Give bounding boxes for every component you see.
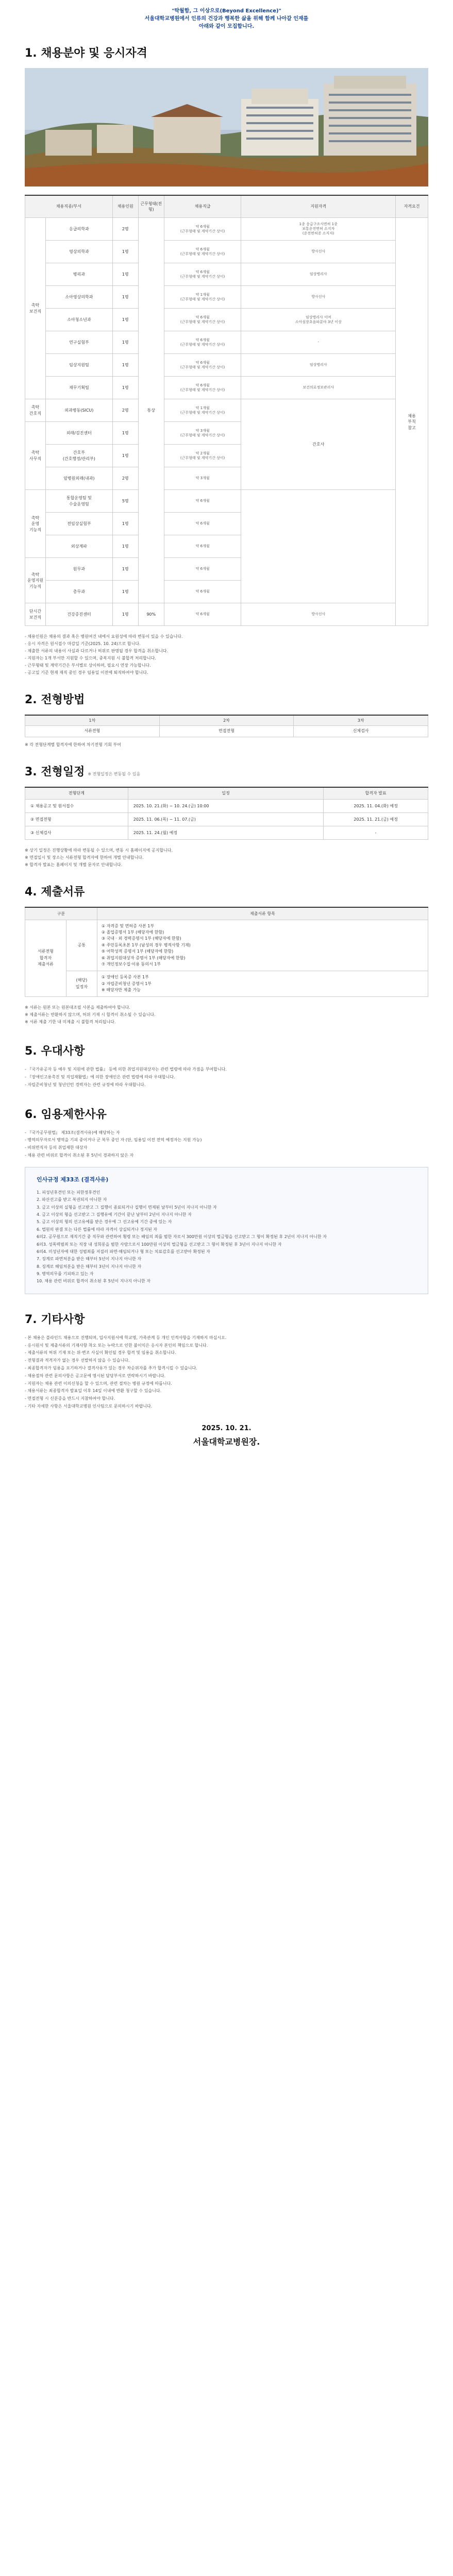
recruit-grade: 약 3개월 [164, 467, 241, 490]
schedule-stage: ① 채용공고 및 원서접수 [25, 800, 128, 813]
schedule-result: 2025. 11. 04.(화) 예정 [324, 800, 428, 813]
docs-header [25, 907, 428, 920]
footer [25, 1424, 428, 1448]
recruit-dept: 원무과 [45, 558, 112, 581]
recruit-row [25, 263, 428, 286]
recruit-grade: 약 6개월 [164, 581, 241, 603]
docs-notes [25, 1004, 428, 1026]
list-item: 4. 금고 이상의 형을 선고받고 그 집행유예 기간이 끝난 날부터 2년이 지나지 아니한 자 [37, 1212, 192, 1217]
recruit-grade: 약 3개월 (근무형태 및 계약기간 상이) [164, 422, 241, 445]
schedule-h2: 일정 [128, 787, 323, 800]
recruit-grade: 약 1개월 (근무형태 및 계약기간 상이) [164, 286, 241, 309]
recruit-qual: 임상병리사 [241, 354, 396, 377]
recruit-dept: 병리과 [45, 263, 112, 286]
stage-h3: 3차 [294, 715, 428, 725]
th-worktype: 근무형태(전형) [138, 195, 164, 218]
recruit-grade: 약 6개월 [164, 558, 241, 581]
recruit-qual: 보건의료정보관리사 [241, 377, 396, 399]
section-title-5: 5. 우대사항 [25, 1045, 85, 1058]
list-item: 6. 법원의 판결 또는 다른 법률에 따라 자격이 상실되거나 정지된 자 [37, 1227, 157, 1232]
recruit-dept: 통합운영팀 및 수술운영팀 [45, 490, 112, 513]
etc-list [25, 1334, 428, 1411]
intro-line-3: 아래와 같이 모집합니다. [198, 24, 255, 29]
stage-header [25, 715, 428, 725]
note-item: ※ 제출서류는 반환하지 않으며, 허위 기재 시 합격이 취소될 수 있습니다. [25, 1012, 156, 1018]
recruit-grade: 약 6개월 (근무형태 및 계약기간 상이) [164, 331, 241, 354]
recruit-table-body [25, 218, 428, 626]
recruit-table-header [25, 195, 428, 218]
note-item: - 공고일 기준 현재 재직 중인 경우 임용일 이전에 퇴직하여야 합니다. [25, 670, 148, 675]
recruit-grade: 약 6개월 [164, 490, 241, 513]
recruit-dept: 암병원외래(내과) [45, 467, 112, 490]
recruit-grade: 약 6개월 (근무형태 및 계약기간 상이) [164, 309, 241, 331]
list-item: 6의4. 미성년자에 대한 성범죄를 저질러 파면·해임되거나 형 또는 치료감호를 선고받아 확정된 자 [37, 1249, 210, 1254]
recruit-count: 1명 [112, 286, 138, 309]
stage-h1: 1차 [25, 715, 160, 725]
recruit-group: 촉탁 사무직 [25, 422, 46, 490]
recruit-count: 1명 [112, 263, 138, 286]
list-item: - 기타 자세한 사항은 서울대학교병원 인사팀으로 문의하시기 바랍니다. [25, 1403, 153, 1409]
list-item: - 면접전형 시 신분증을 반드시 지참하여야 합니다. [25, 1396, 115, 1401]
recruit-group: 촉탁 보건직 [25, 218, 46, 399]
recruit-row [25, 399, 428, 422]
recruit-count: 1명 [112, 513, 138, 535]
recruit-grade: 약 2개월 (근무형태 및 계약기간 상이) [164, 445, 241, 467]
docs-table [25, 907, 428, 997]
restrict-list [25, 1129, 428, 1160]
restrict-box-title: 인사규정 제33조 (결격사유) [37, 1176, 109, 1183]
stage-2: 면접전형 [159, 725, 294, 737]
recruit-group: 촉탁 운영 기능직 [25, 490, 46, 558]
list-item: - 지원자는 채용 관련 이의신청을 할 수 있으며, 관련 절차는 병원 규정에 따릅니다. [25, 1381, 172, 1386]
recruit-notes [25, 633, 428, 676]
recruit-count: 1명 [112, 377, 138, 399]
recruit-qual: 방사선사 [241, 286, 396, 309]
stage-table [25, 715, 428, 737]
recruit-count: 1명 [112, 241, 138, 263]
schedule-header [25, 787, 428, 800]
intro [25, 0, 428, 38]
recruit-row [25, 377, 428, 399]
recruit-dept: 재무기획팀 [45, 377, 112, 399]
schedule-stage: ③ 신체검사 [25, 826, 128, 840]
recruit-dept: 응급의학과 [45, 218, 112, 241]
recruit-grade: 약 6개월 (근무형태 및 계약기간 상이) [164, 263, 241, 286]
recruit-count: 1명 [112, 309, 138, 331]
recruit-count: 1명 [112, 422, 138, 445]
recruit-qual: - [241, 331, 396, 354]
intro-line-2: 서울대학교병원에서 인류의 건강과 행복한 삶을 위해 함께 나아갈 인재를 [144, 16, 309, 22]
hospital-photo-illustration [25, 68, 428, 187]
recruit-row [25, 603, 428, 626]
list-item: - 응시원서 및 제출서류의 기재사항 착오 또는 누락으로 인한 불이익은 응시자 본인의 책임으로 합니다. [25, 1343, 208, 1348]
list-item: 5. 금고 이상의 형의 선고유예를 받은 경우에 그 선고유예 기간 중에 있는 자 [37, 1219, 172, 1225]
note-item: ※ 합격자 발표는 홈페이지 및 개별 문자로 안내합니다. [25, 862, 123, 868]
section-title-2: 2. 전형방법 [25, 693, 85, 707]
recruit-count: 1명 [112, 445, 138, 467]
list-item: - 『장애인고용촉진 및 직업재활법』에 의한 장애인은 관련 법령에 따라 우대합니다. [25, 1075, 175, 1080]
recruit-dept: 외상계파 [45, 535, 112, 558]
recruit-count: 2명 [112, 218, 138, 241]
recruit-grade: 약 6개월 [164, 535, 241, 558]
recruit-row [25, 241, 428, 263]
note-item: - 제출한 서류의 내용이 사실과 다르거나 허위로 판명될 경우 합격을 취소합니다. [25, 649, 169, 654]
recruit-row [25, 309, 428, 331]
footer-date: 2025. 10. 21. [202, 1424, 251, 1432]
recruit-count: 1명 [112, 354, 138, 377]
schedule-result: - [324, 826, 428, 840]
list-item: - 『국가공무원법』 제33조(결격사유)에 해당하는 자 [25, 1130, 120, 1135]
schedule-result: 2025. 11. 21.(금) 예정 [324, 813, 428, 826]
recruit-count: 1명 [112, 558, 138, 581]
recruit-row [25, 286, 428, 309]
list-item: - 전형결과 적격자가 없는 경우 선발하지 않을 수 있습니다. [25, 1358, 130, 1363]
schedule-date: 2025. 10. 21.(화) ~ 10. 24.(금) 10:00 [128, 800, 323, 813]
section-title-7: 7. 기타사항 [25, 1313, 85, 1326]
footer-org: 서울대학교병원장. [193, 1436, 260, 1447]
docs-h2: 제출서류 항목 [97, 907, 428, 920]
section-title-3-note: ※ 전형일정은 변동될 수 있음 [88, 771, 141, 776]
recruit-row [25, 218, 428, 241]
recruit-qual: 간호사 [241, 399, 396, 490]
recruit-worktype: 90% [138, 603, 164, 626]
docs-row [25, 920, 428, 971]
docs-type: (해당) 일정자 [66, 971, 97, 997]
th-req: 자격요건 [396, 195, 428, 218]
recruit-group: 촉탁 간호직 [25, 399, 46, 422]
recruit-row [25, 490, 428, 513]
note-item: ※ 서류 제출 기한 내 미제출 시 불합격 처리됩니다. [25, 1020, 116, 1025]
note-item: ※ 서류는 원본 또는 원본대조필 사본을 제출하여야 합니다. [25, 1005, 130, 1010]
schedule-date: 2025. 11. 24.(월) 예정 [128, 826, 323, 840]
recruit-grade: 약 6개월 (근무형태 및 계약기간 상이) [164, 354, 241, 377]
list-item: - 최종합격자가 임용을 포기하거나 결격사유가 있는 경우 차순위자를 추가 합격시킬 수 있습니다. [25, 1365, 197, 1370]
schedule-h1: 전형단계 [25, 787, 128, 800]
docs-h1: 구분 [25, 907, 97, 920]
schedule-h3: 합격자 발표 [324, 787, 428, 800]
list-item: - 자립준비청년 및 청년인턴 경력자는 관련 규정에 따라 우대합니다. [25, 1082, 146, 1087]
list-item: - 『국가유공자 등 예우 및 지원에 관한 법률』 등에 의한 취업지원대상자는 관련 법령에 따라 가점을 부여합니다. [25, 1067, 227, 1072]
recruit-req: 채용 부칙 참고 [396, 218, 428, 626]
list-item: 2. 파산선고를 받고 복권되지 아니한 자 [37, 1197, 107, 1202]
recruit-count: 1명 [112, 535, 138, 558]
recruit-row [25, 331, 428, 354]
list-item: - 채용 관련 비위로 합격이 취소된 후 5년이 경과하지 않은 자 [25, 1153, 134, 1158]
section-title-6: 6. 임용제한사유 [25, 1108, 107, 1121]
recruit-count: 2명 [112, 467, 138, 490]
recruit-qual [241, 490, 396, 603]
recruit-dept: 소아청소년과 [45, 309, 112, 331]
recruit-dept: 총무과 [45, 581, 112, 603]
recruit-qual: 임상병리사 이며 소아심장초음파분야 3년 이상 [241, 309, 396, 331]
docs-type: 공통 [66, 920, 97, 971]
list-item: 9. 병역의무를 기피하고 있는 자 [37, 1272, 94, 1277]
pref-list [25, 1066, 428, 1089]
schedule-row [25, 813, 428, 826]
schedule-table [25, 787, 428, 840]
list-item: 6의2. 공무원으로 재직기간 중 직무와 관련하여 횡령 또는 배임의 죄를 범한 자로서 300만원 이상의 벌금형을 선고받고 그 형이 확정된 후 2년이 지나지 아니한 자 [37, 1234, 327, 1240]
list-item: - 제출서류의 허위 기재 또는 위·변조 사실이 확인될 경우 합격 및 임용을 취소합니다. [25, 1350, 176, 1355]
schedule-row [25, 800, 428, 813]
recruit-qual: 1종 응급구조사면허 1종 보통운전면허 소지자 (운전면허증 소지자) [241, 218, 396, 241]
recruit-dept: 건강증진센터 [45, 603, 112, 626]
recruit-grade: 약 6개월 (근무형태 및 계약기간 상이) [164, 377, 241, 399]
recruit-worktype: 통상 [138, 218, 164, 603]
recruit-grade: 약 6개월 [164, 513, 241, 535]
recruit-dept: 영상의학과 [45, 241, 112, 263]
docs-group: 서류전형 합격자 제출서류 [25, 920, 66, 997]
schedule-notes [25, 847, 428, 869]
note-item: ※ 상기 일정은 진행상황에 따라 변동될 수 있으며, 변동 시 홈페이지에 공지합니다. [25, 848, 173, 853]
th-grade: 채용직급 [164, 195, 241, 218]
note-item: - 지원자는 1개 부서만 지원할 수 있으며, 중복지원 시 불합격 처리합니다. [25, 656, 156, 661]
recruit-grade: 약 6개월 [164, 603, 241, 626]
note-item: - 근무형태 및 계약기간은 부서별로 상이하며, 필요시 연장 가능합니다. [25, 663, 151, 668]
recruit-dept: 전임상실험부 [45, 513, 112, 535]
list-item: 7. 징계로 파면처분을 받은 때부터 5년이 지나지 아니한 자 [37, 1257, 142, 1262]
stage-note: ※ 각 전형단계별 합격자에 한하여 차기전형 기회 부여 [25, 742, 121, 747]
restrict-box [25, 1167, 428, 1294]
list-item: - 채용서류는 최종합격자 발표일 이후 14일 이내에 반환 청구할 수 있습니다. [25, 1388, 162, 1394]
list-item: 3. 금고 이상의 실형을 선고받고 그 집행이 종료되거나 집행이 면제된 날부터 5년이 지나지 아니한 자 [37, 1205, 217, 1210]
section-title-1: 1. 채용분야 및 응시자격 [25, 47, 147, 60]
note-item: - 응시 자격은 원서접수 마감일 기준(2025. 10. 24)으로 합니다. [25, 641, 141, 647]
section-title-3 [25, 764, 428, 781]
recruit-dept: 외래/검진센터 [45, 422, 112, 445]
list-item: 8. 징계로 해임처분을 받은 때부터 3년이 지나지 아니한 자 [37, 1264, 142, 1269]
docs-items: ① 장애인 등록증 사본 1부 ② 자립준비청년 증명서 1부 ※ 해당자만 제출 가능 [97, 971, 428, 997]
th-dept: 채용직종/부서 [25, 195, 113, 218]
recruit-qual: 임상병리사 [241, 263, 396, 286]
section-title-3-text: 3. 전형일정 [25, 765, 85, 778]
recruit-grade: 약 6개월 (근무형태 및 계약기간 상이) [164, 241, 241, 263]
docs-items: ① 자격증 및 면허증 사본 1부 ② 졸업증명서 1부 (해당자에 한함) ③ 국내 · 외 경력증명서 1부 (해당자에 한함) ④ 주민등록초본 1부 (남성의 경우 병적사항 기재) ⑤ 어학성적 증명서 1부 (해당자에 한함) ⑥ 취업지원대상자 증명서 1부 (해당자에 한함) ⑦ 개인정보수집·이용 동의서 1부 [97, 920, 428, 971]
list-item: 10. 채용 관련 비위로 합격이 취소된 후 5년이 지나지 아니한 자 [37, 1279, 150, 1284]
recruit-count: 1명 [112, 331, 138, 354]
recruit-group: 촉탁 운영지원 기능직 [25, 558, 46, 603]
recruit-qual: 방사선사 [241, 241, 396, 263]
recruit-dept: 연구실험부 [45, 331, 112, 354]
stage-3: 신체검사 [294, 725, 428, 737]
recruit-count: 2명 [112, 399, 138, 422]
recruit-qual: 방사선사 [241, 603, 396, 626]
list-item: - 채용절차 관련 문의사항은 공고문에 명시된 담당부서로 연락하시기 바랍니다. [25, 1373, 166, 1378]
schedule-date: 2025. 11. 06.(목) ~ 11. 07.(금) [128, 813, 323, 826]
th-qual: 지원자격 [241, 195, 396, 218]
recruit-count: 1명 [112, 603, 138, 626]
recruit-row [25, 354, 428, 377]
note-item: ※ 면접일시 및 장소는 서류전형 합격자에 한하여 개별 안내합니다. [25, 855, 144, 860]
recruit-count: 1명 [112, 581, 138, 603]
section-title-4: 4. 제출서류 [25, 886, 85, 899]
schedule-row [25, 826, 428, 840]
recruit-group: 단시간 보건직 [25, 603, 46, 626]
stage-1: 서류전형 [25, 725, 160, 737]
stage-h2: 2차 [159, 715, 294, 725]
recruit-dept: 소아영상의학과 [45, 286, 112, 309]
list-item: - 병역의무자로서 병역을 기피 중이거나 군 복무 중인 자 (단, 임용일 이전 전역 예정자는 지원 가능) [25, 1138, 202, 1143]
intro-line-1: "탁월함, 그 이상으로(Beyond Excellence)" [172, 8, 281, 14]
recruit-dept: 외과병동(SICU) [45, 399, 112, 422]
recruit-count: 5명 [112, 490, 138, 513]
schedule-stage: ② 면접전형 [25, 813, 128, 826]
note-item: - 채용인원은 채용의 결과 혹은 병원여건 내에서 요원성에 따라 변동이 있을 수 있습니다. [25, 634, 183, 639]
recruit-grade: 약 6개월 (근무형태 및 계약기간 상이) [164, 218, 241, 241]
stage-row [25, 725, 428, 737]
list-item: - 본 채용은 블라인드 채용으로 진행되며, 입사지원서에 학교명, 가족관계 등 개인 인적사항을 기재하지 마십시오. [25, 1335, 227, 1340]
recruit-table [25, 195, 428, 626]
restrict-box-list [37, 1189, 416, 1285]
list-item: 1. 피성년후견인 또는 피한정후견인 [37, 1190, 100, 1195]
recruit-dept: 임상지원팀 [45, 354, 112, 377]
th-count: 채용인원 [112, 195, 138, 218]
list-item: 6의3. 성폭력범죄 또는 직장 내 성희롱을 범한 사람으로서 100만원 이상의 벌금형을 선고받고 그 형이 확정된 후 3년이 지나지 아니한 자 [37, 1242, 282, 1247]
recruit-grade: 약 1개월 (근무형태 및 계약기간 상이) [164, 399, 241, 422]
docs-row [25, 971, 428, 997]
recruit-dept: 간호부 (간호행정/관리부) [45, 445, 112, 467]
list-item: - 비위면직자 등의 취업제한 대상자 [25, 1145, 88, 1150]
hospital-photo [25, 68, 428, 187]
